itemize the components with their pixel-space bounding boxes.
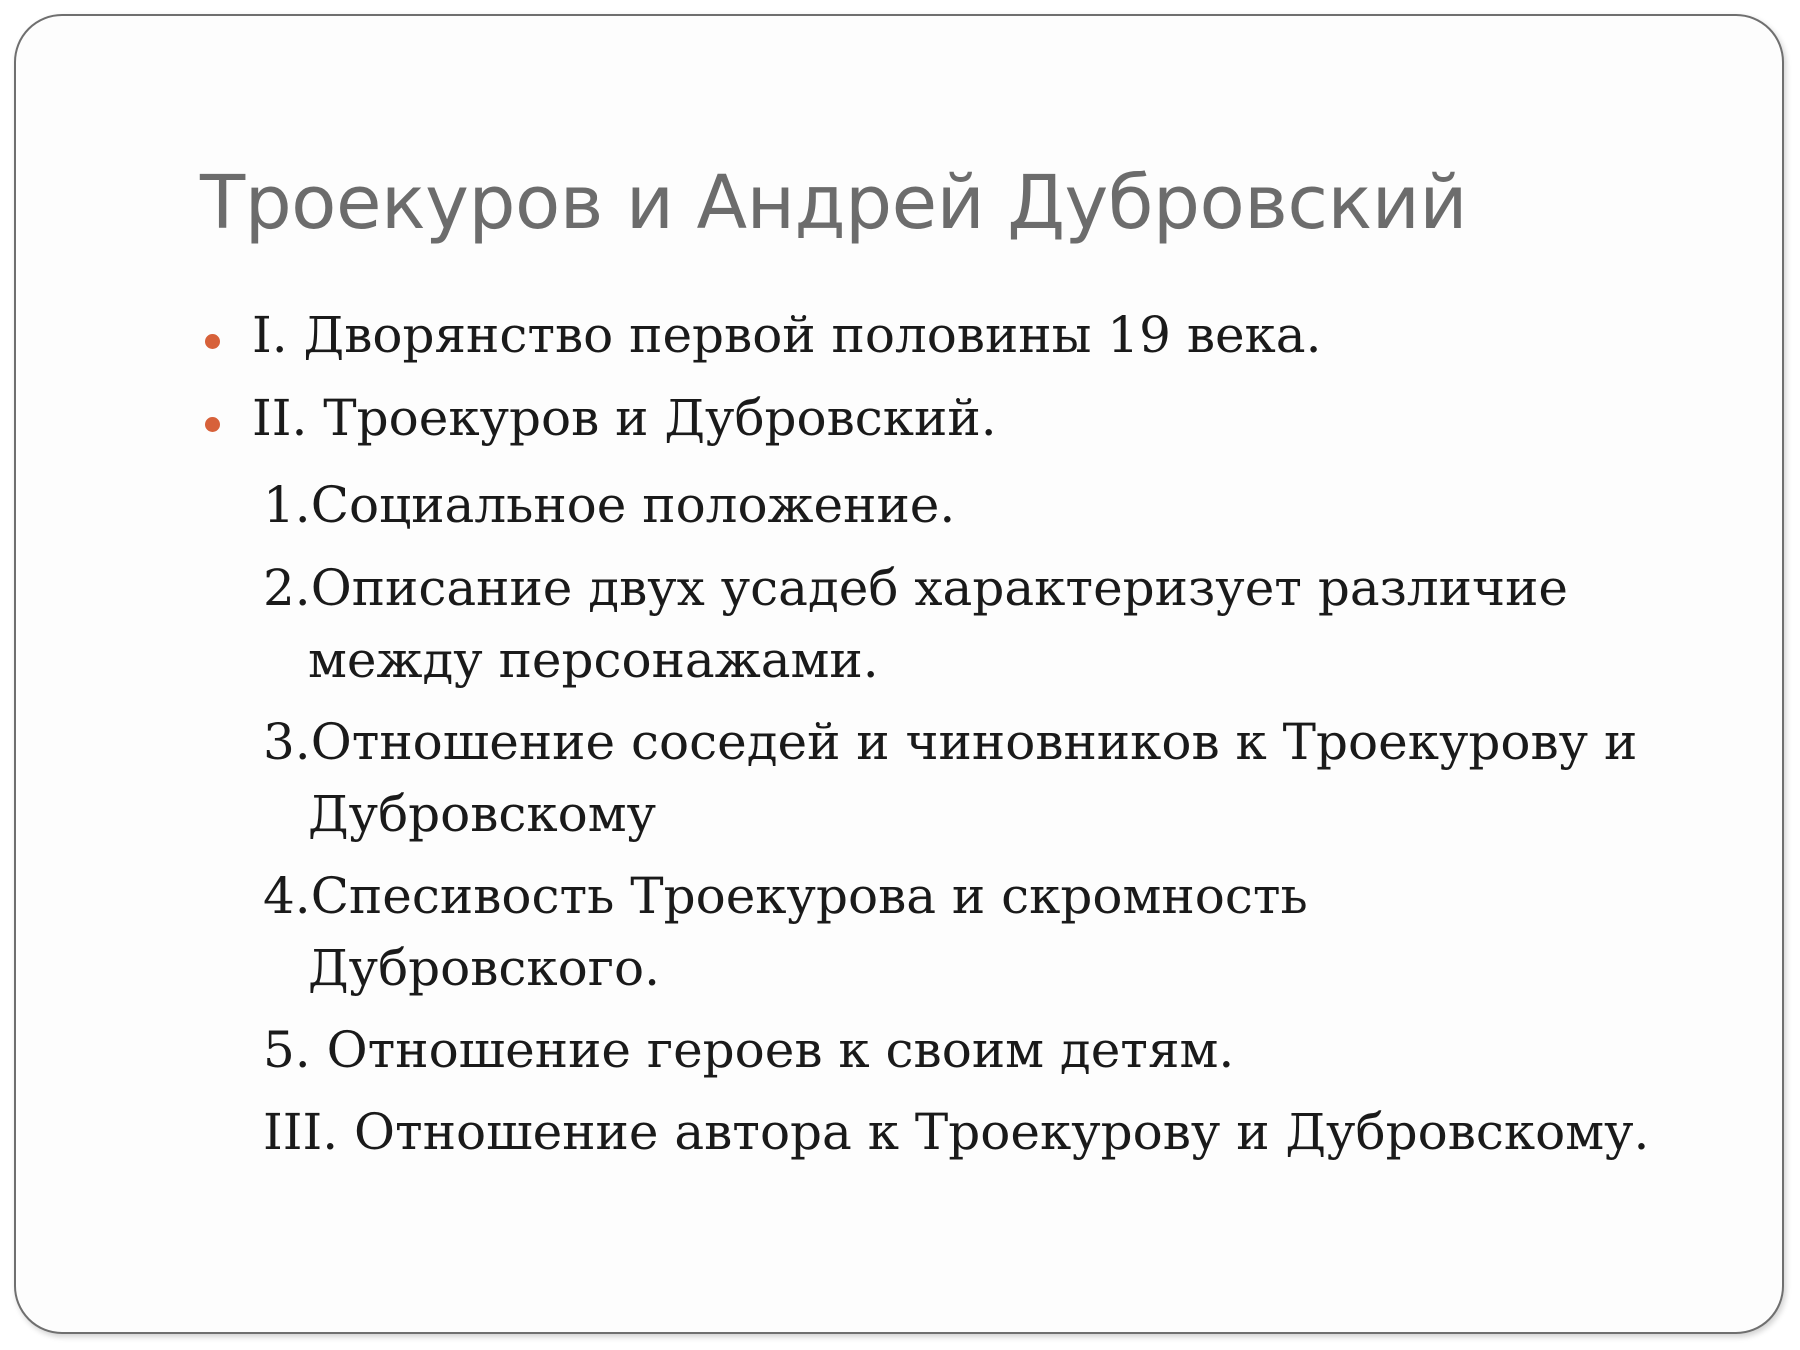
list-item: I. Дворянство первой половины 19 века. <box>252 306 1322 364</box>
list-item-continuation: Дубровского. <box>308 939 660 997</box>
list-item: II. Троекуров и Дубровский. <box>252 389 997 447</box>
list-item: 3.Отношение соседей и чиновников к Троекурову и <box>263 713 1638 771</box>
list-item-continuation: между персонажами. <box>308 631 879 689</box>
list-item-continuation: Дубровскому <box>308 785 657 843</box>
list-item: 4.Спесивость Троекурова и скромность <box>263 867 1308 925</box>
bullet-dot-icon <box>205 334 220 349</box>
list-item: 2.Описание двух усадеб характеризует различие <box>263 559 1568 617</box>
list-item: 5. Отношение героев к своим детям. <box>263 1021 1235 1079</box>
bullet-dot-icon <box>205 417 220 432</box>
slide-title: Троекуров и Андрей Дубровский <box>200 160 1467 246</box>
list-item: 1.Социальное положение. <box>263 476 956 534</box>
list-item: III. Отношение автора к Троекурову и Дубровскому. <box>263 1103 1650 1161</box>
